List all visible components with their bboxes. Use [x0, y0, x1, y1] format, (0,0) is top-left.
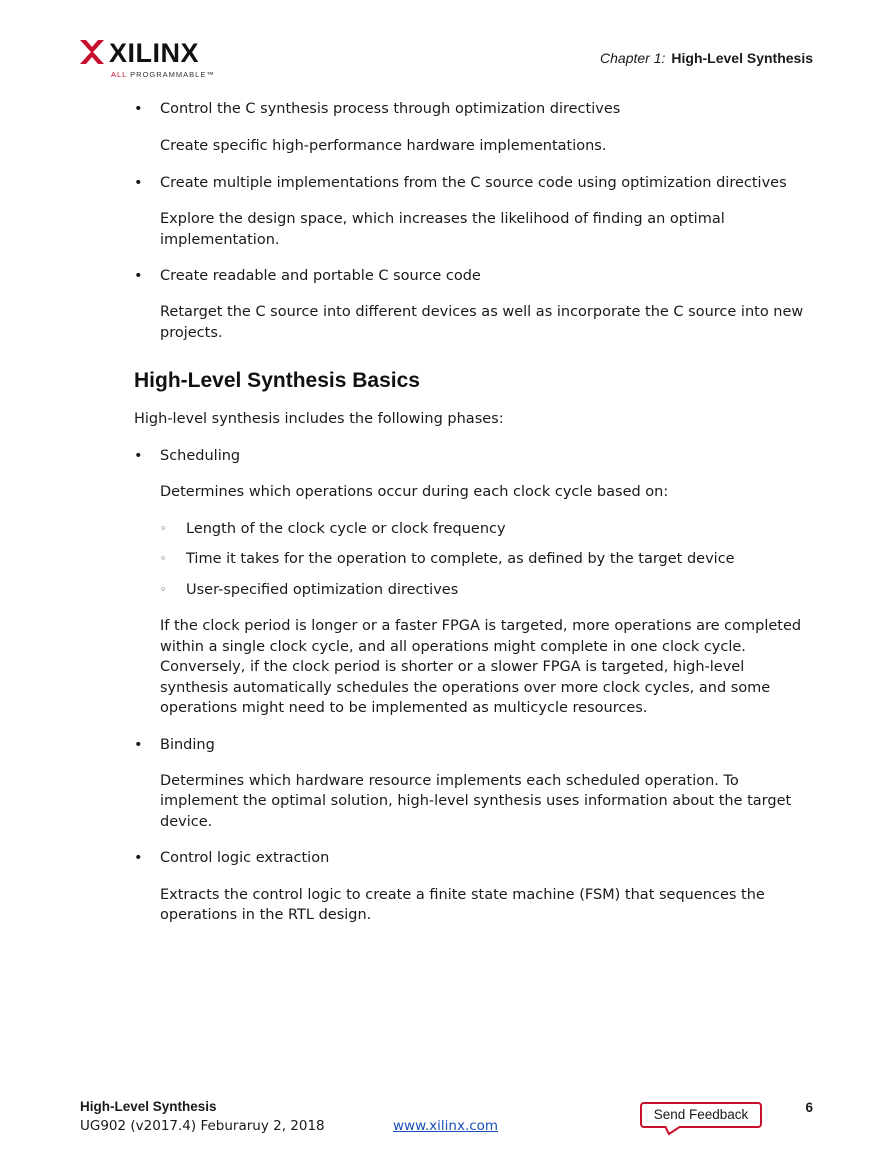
chapter-label: Chapter 1:: [600, 50, 666, 66]
sub-item: Time it takes for the operation to complete, as defined by the target device: [186, 551, 735, 567]
bullet-marker: •: [134, 175, 143, 191]
logo-tagline: ALL PROGRAMMABLE™: [111, 70, 215, 79]
scheduling-paragraph-line: operations might need to be implemented as multicycle resources.: [160, 700, 648, 716]
page-number: 6: [805, 1100, 813, 1115]
sub-bullet-marker: ◦: [160, 522, 167, 535]
footer-doc-version: UG902 (v2017.4) Feburaruy 2, 2018: [80, 1118, 325, 1134]
speech-bubble-tail-icon: [664, 1126, 684, 1136]
chapter-title: High-Level Synthesis: [671, 50, 813, 66]
bullet-title: Create multiple implementations from the C source code using optimization directives: [160, 175, 787, 191]
control-logic-description-line: operations in the RTL design.: [160, 907, 372, 923]
section-heading: High-Level Synthesis Basics: [134, 369, 420, 392]
bullet-description-line: projects.: [160, 325, 223, 341]
scheduling-description: Determines which operations occur during each clock cycle based on:: [160, 484, 669, 500]
binding-description-line: implement the optimal solution, high-level synthesis uses information about the target: [160, 793, 792, 809]
xilinx-website-link[interactable]: www.xilinx.com: [393, 1118, 499, 1134]
control-logic-description-line: Extracts the control logic to create a finite state machine (FSM) that sequences the: [160, 887, 765, 903]
bullet-marker: •: [134, 268, 143, 284]
sub-item: User-specified optimization directives: [186, 582, 459, 598]
control-logic-title: Control logic extraction: [160, 850, 330, 866]
scheduling-paragraph-line: within a single clock cycle, and all operations might complete in one clock cycle.: [160, 639, 746, 655]
sub-bullet-marker: ◦: [160, 583, 167, 596]
sub-bullet-marker: ◦: [160, 552, 167, 565]
bullet-description: Create specific high-performance hardware implementations.: [160, 138, 607, 154]
binding-description-line: Determines which hardware resource implements each scheduled operation. To: [160, 773, 739, 789]
footer-doc-title: High-Level Synthesis: [80, 1099, 217, 1114]
xilinx-logo: [80, 38, 220, 82]
bullet-description-line: implementation.: [160, 232, 280, 248]
bullet-marker: •: [134, 737, 143, 753]
bullet-description-line: Retarget the C source into different devices as well as incorporate the C source into new: [160, 304, 804, 320]
section-intro: High-level synthesis includes the following phases:: [134, 411, 504, 427]
logo-wordmark: XILINX: [109, 38, 200, 68]
scheduling-paragraph-line: If the clock period is longer or a faster FPGA is targeted, more operations are completed: [160, 618, 802, 634]
xilinx-logo-mark-icon: [80, 40, 104, 64]
scheduling-title: Scheduling: [160, 448, 241, 464]
bullet-title: Control the C synthesis process through optimization directives: [160, 101, 621, 117]
scheduling-paragraph-line: Conversely, if the clock period is shorter or a slower FPGA is targeted, high-level: [160, 659, 745, 675]
bullet-description-line: Explore the design space, which increases the likelihood of finding an optimal: [160, 211, 725, 227]
sub-item: Length of the clock cycle or clock frequency: [186, 521, 506, 537]
chapter-header: [600, 50, 813, 66]
bullet-title: Create readable and portable C source code: [160, 268, 481, 284]
bullet-marker: •: [134, 448, 143, 464]
bullet-marker: •: [134, 101, 143, 117]
send-feedback-button[interactable]: Send Feedback: [640, 1102, 762, 1128]
binding-description-line: device.: [160, 814, 213, 830]
binding-title: Binding: [160, 737, 215, 753]
scheduling-paragraph-line: synthesis automatically schedules the operations over more clock cycles, and some: [160, 680, 771, 696]
bullet-marker: •: [134, 850, 143, 866]
